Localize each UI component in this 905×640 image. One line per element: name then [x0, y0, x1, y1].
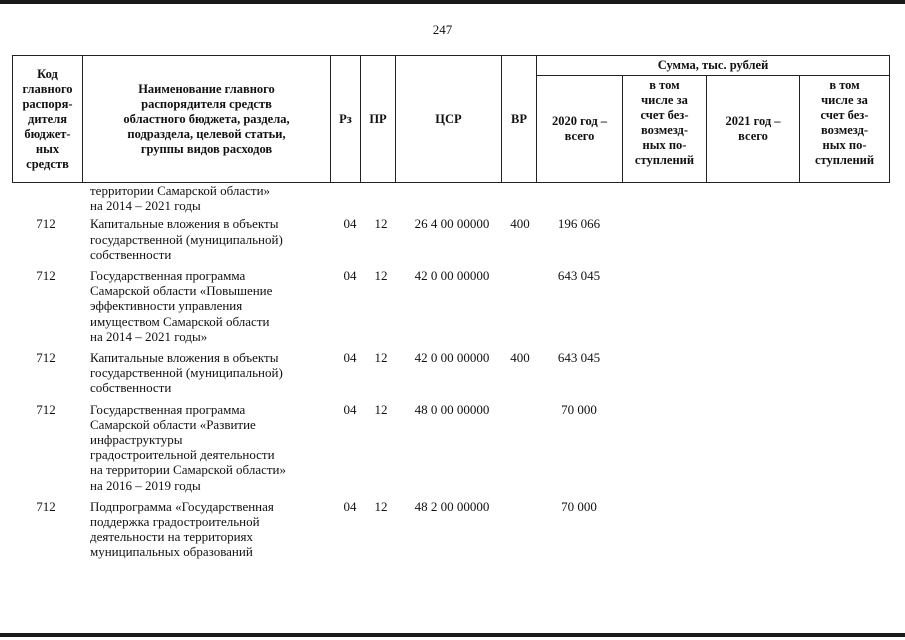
bottom-border: [0, 633, 905, 637]
header-sum-2021: 2021 год – всего: [707, 76, 800, 183]
row-sum-2020: 70 000: [561, 401, 597, 417]
row-name: Капитальные вложения в объекты государственной (муниципальной) собственности: [90, 216, 283, 262]
row-code: 712: [36, 401, 56, 417]
row-pr: 12: [374, 498, 388, 514]
top-border: [0, 0, 905, 4]
row-sum-2020: 196 066: [557, 216, 601, 232]
row-sum-2020: 643 045: [557, 349, 601, 365]
row-rz: 04: [343, 401, 357, 417]
table-row: [12, 402, 889, 499]
row-rz: 04: [343, 498, 357, 514]
row-vr: 400: [510, 349, 530, 365]
row-csr: 42 0 00 00000: [414, 267, 490, 283]
header-sum-2021-gratuitous: в том числе за счет без- возмезд- ных по- ступлений: [800, 76, 890, 183]
row-csr: 42 0 00 00000: [414, 349, 490, 365]
row-rz: 04: [343, 216, 357, 232]
row-csr: 48 0 00 00000: [414, 401, 490, 417]
row-name: Государственная программа Самарской области «Повышение эффективности управления имуществом Самарской области на 2014 – 2021 годы»: [90, 267, 273, 344]
page-number: 247: [432, 22, 453, 37]
table-row: [12, 499, 889, 566]
row-pr: 12: [374, 267, 388, 283]
row-name: Капитальные вложения в объекты государственной (муниципальной) собственности: [90, 349, 283, 396]
header-sum: Сумма, тыс. рублей: [537, 56, 890, 76]
table-row: [12, 183, 889, 216]
row-csr: 26 4 00 00000: [414, 216, 490, 232]
table-row: [12, 350, 889, 402]
row-name: Подпрограмма «Государственная поддержка градостроительной деятельности на территориях муниципальных образований: [90, 498, 274, 560]
row-csr: 48 2 00 00000: [414, 498, 490, 514]
row-sum-2020: 643 045: [557, 267, 601, 283]
row-code: 712: [36, 267, 56, 283]
header-rz: Рз: [331, 56, 361, 183]
budget-table-header: [12, 55, 890, 183]
header-name: Наименование главного распорядителя средств областного бюджета, раздела, подраздела, целевой статьи, группы видов расходов: [83, 56, 331, 183]
row-pr: 12: [374, 401, 388, 417]
row-name: территории Самарской области» на 2014 – 2021 годы: [90, 183, 271, 214]
header-csr: ЦСР: [396, 56, 502, 183]
row-code: 712: [36, 349, 56, 365]
header-sum-2020-gratuitous: в том числе за счет без- возмезд- ных по- ступлений: [623, 76, 707, 183]
row-rz: 04: [343, 267, 357, 283]
header-pr: ПР: [361, 56, 396, 183]
row-rz: 04: [343, 349, 357, 365]
row-name: Государственная программа Самарской области «Развитие инфраструктуры градостроительной деятельности на территории Самарской области» на 2016 – 2019 годы: [90, 401, 286, 493]
row-code: 712: [36, 216, 56, 232]
budget-table-body: [12, 183, 889, 566]
row-pr: 12: [374, 216, 388, 232]
row-pr: 12: [374, 349, 388, 365]
header-vr: ВР: [502, 56, 537, 183]
row-vr: 400: [510, 216, 530, 232]
table-row: [12, 268, 889, 350]
row-sum-2020: 70 000: [561, 498, 597, 514]
table-row: [12, 216, 889, 268]
header-sum-2020: 2020 год – всего: [537, 76, 623, 183]
row-code: 712: [36, 498, 56, 514]
header-code: Код главного распоря- дителя бюджет- ных средств: [13, 56, 83, 183]
